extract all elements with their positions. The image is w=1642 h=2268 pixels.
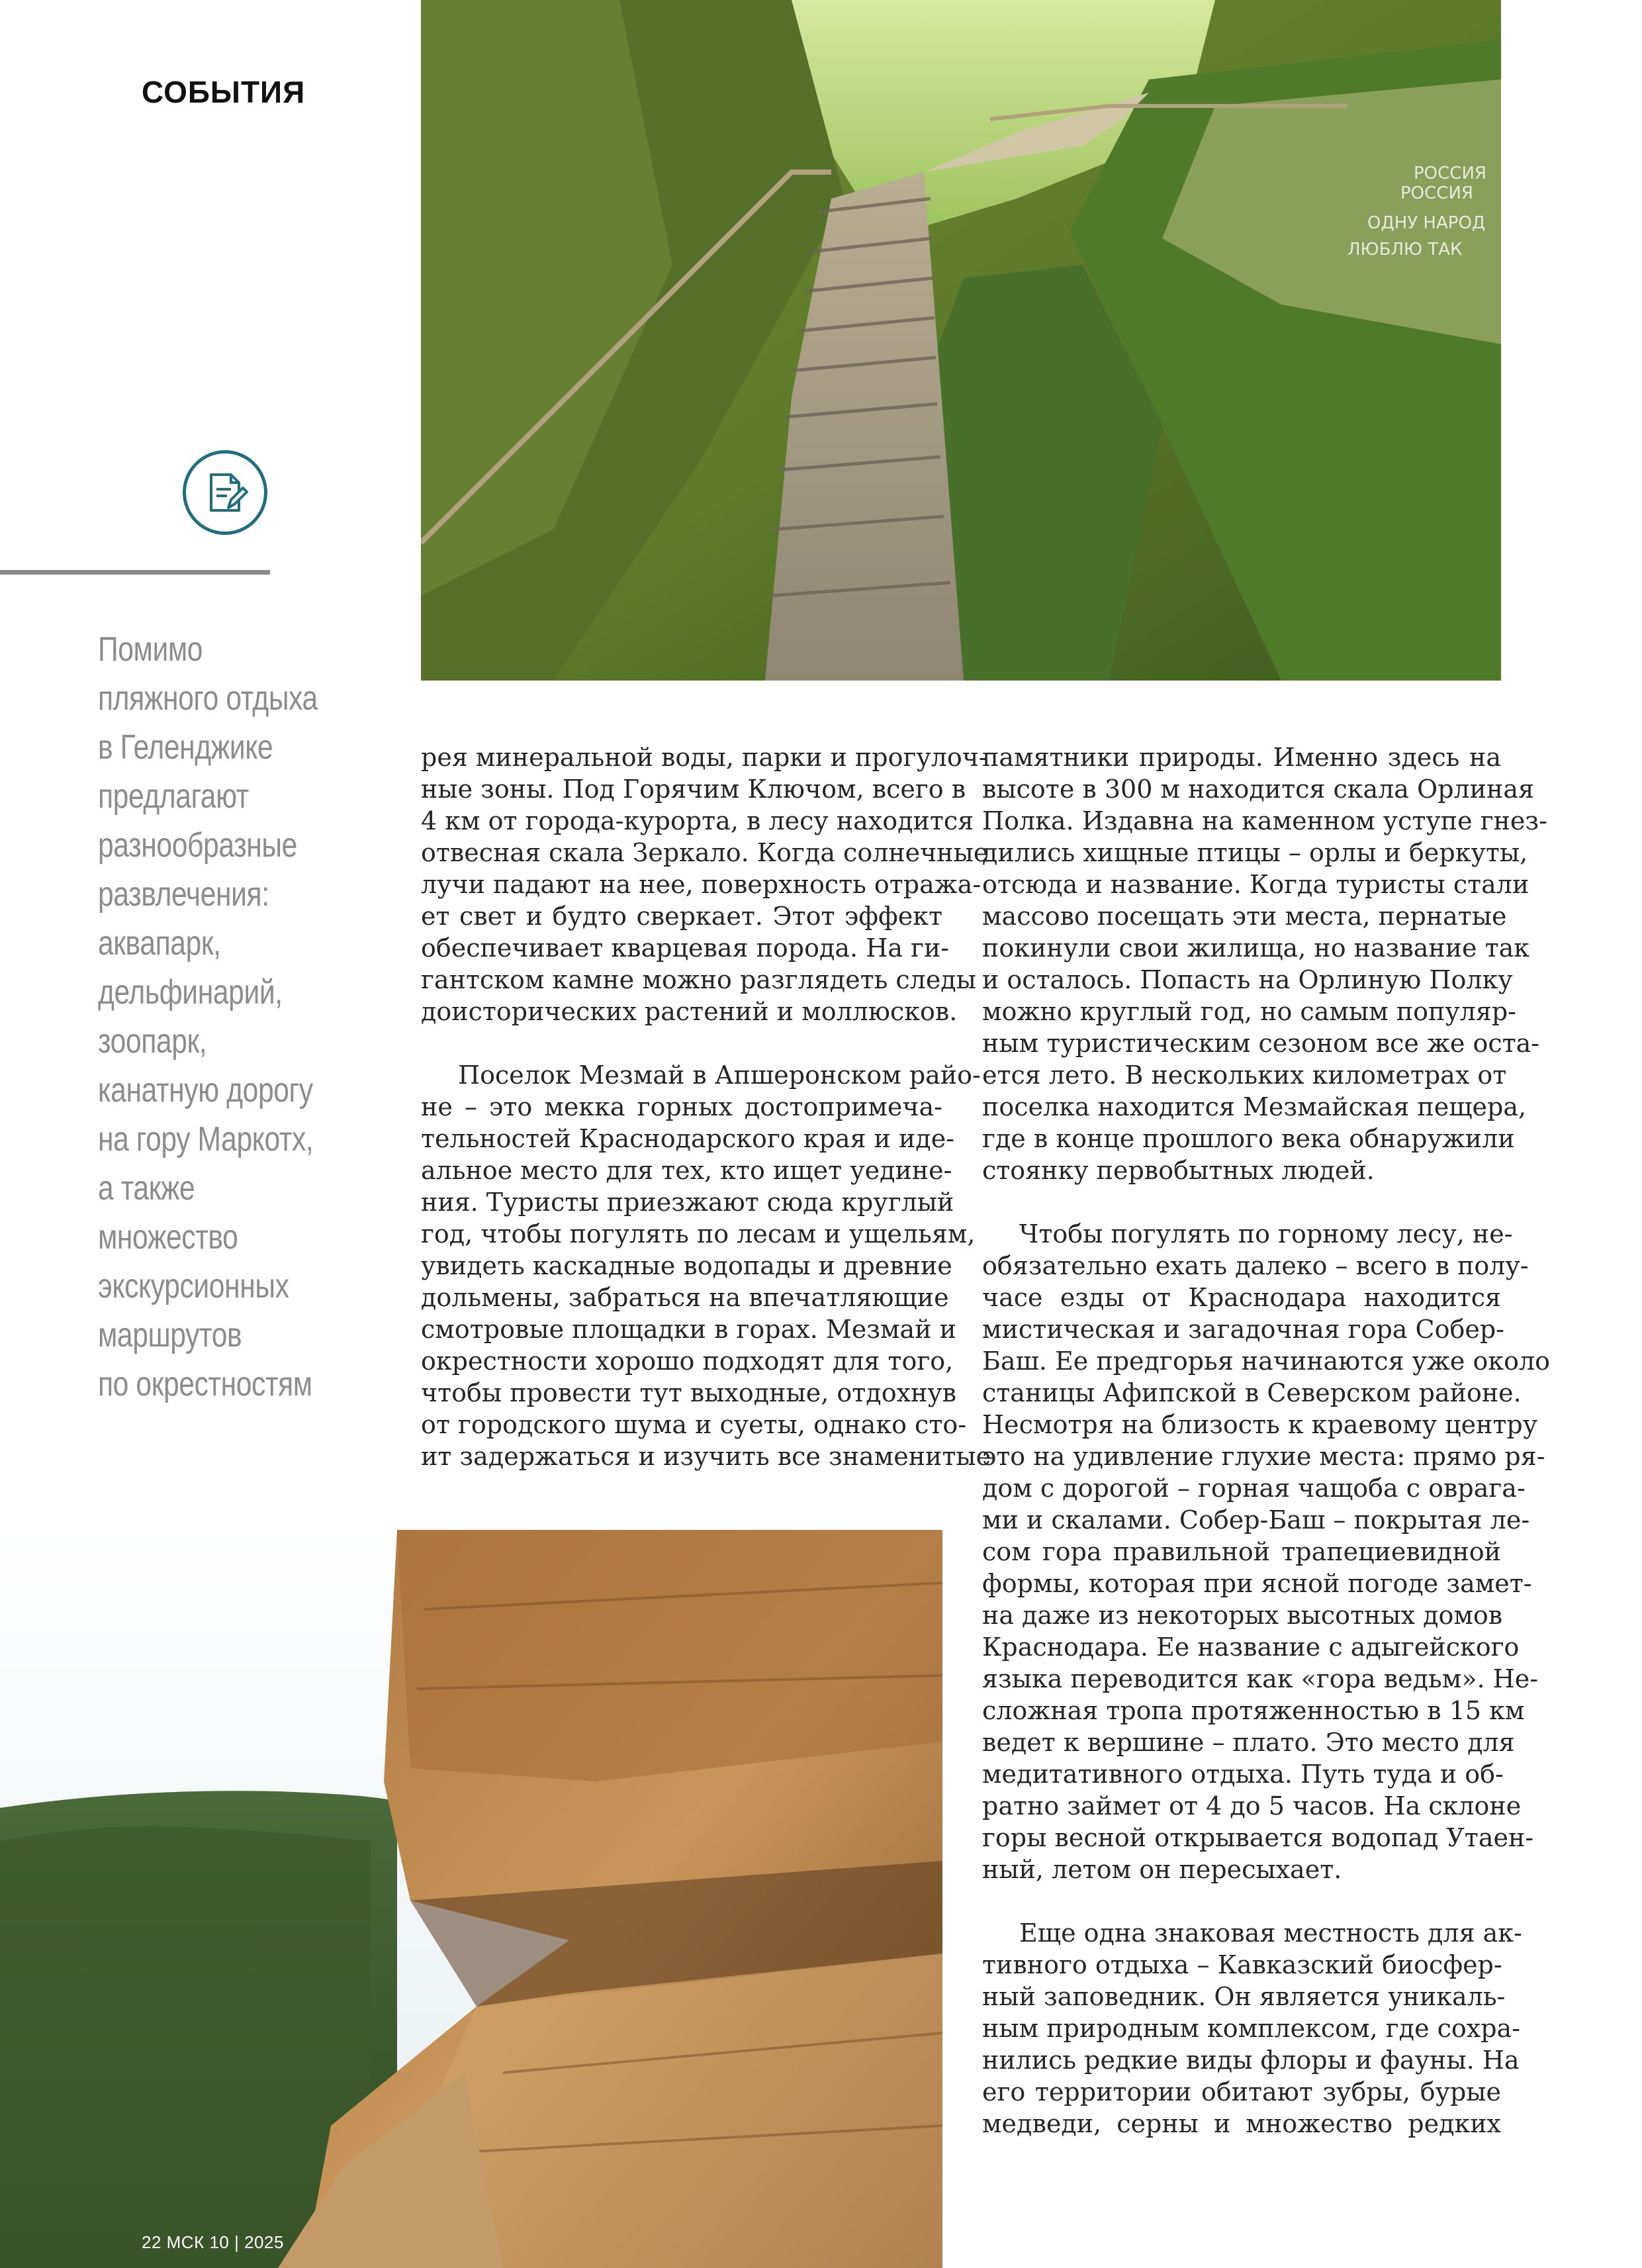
text-line: медитативного отдыха. Путь туда и об- (982, 1760, 1504, 1789)
rock-carving-line-3: ОДНУ НАРОД (1367, 213, 1486, 233)
sidebar-divider (0, 570, 270, 575)
article-paragraph (982, 1218, 1551, 1885)
rock-carving-line-2: РОССИЯ (1400, 183, 1473, 203)
pull-quote-line: аквапарк, (98, 924, 221, 963)
pull-quote-line: Помимо (98, 630, 203, 669)
pull-quote-line: дельфинарий, (98, 973, 283, 1012)
article-column-right (982, 741, 1551, 2140)
rock-carving-line-1: РОССИЯ (1414, 164, 1486, 183)
text-line: ные зоны. Под Горячим Ключом, всего в (421, 775, 966, 804)
text-line: ит задержаться и изучить все знаменитые (421, 1442, 991, 1471)
text-line: доисторических растений и моллюсков. (421, 997, 958, 1026)
text-line: отсюда и название. Когда туристы стали (982, 870, 1529, 899)
text-line: отвесная скала Зеркало. Когда солнечные (421, 838, 989, 867)
pull-quote (98, 625, 336, 1409)
text-line: не – это мекка горных достопримеча- (421, 1092, 942, 1121)
text-line: обязательно ехать далеко – всего в полу- (982, 1251, 1529, 1280)
text-line: высоте в 300 м находится скала Орлиная (982, 775, 1534, 804)
document-pencil-icon (183, 450, 267, 535)
text-line: сложная тропа протяженностью в 15 км (982, 1696, 1525, 1725)
article-paragraph (982, 1917, 1522, 2140)
text-line: формы, которая при ясной погоде замет- (982, 1569, 1532, 1598)
text-line: горы весной открывается водопад Утаен- (982, 1823, 1534, 1852)
rock-carving-line-4: ЛЮБЛЮ ТАК (1347, 240, 1463, 260)
text-line: массово посещать эти места, пернатые (982, 902, 1507, 931)
text-line: тивного отдыха – Кавказский биосфер- (982, 1950, 1502, 1979)
pull-quote-line: экскурсионных (98, 1267, 289, 1305)
text-line: ным туристическим сезоном все же оста- (982, 1029, 1540, 1058)
article-paragraph (421, 1059, 991, 1472)
text-line: станицы Афипской в Северском районе. (982, 1378, 1522, 1407)
text-line: Поселок Мезмай в Апшеронском райо- (458, 1061, 981, 1090)
text-line: покинули свои жилища, но название так (982, 933, 1530, 963)
text-line: можно круглый год, но самым популяр- (982, 997, 1516, 1026)
text-line: поселка находится Мезмайская пещера, (982, 1092, 1527, 1121)
section-label: СОБЫТИЯ (142, 75, 306, 109)
pull-quote-line: в Геленджике (98, 728, 273, 767)
text-line: ным природным комплексом, где сохра- (982, 2014, 1521, 2043)
pull-quote-line: а также (98, 1169, 195, 1207)
text-line: от городского шума и суеты, однако сто- (421, 1410, 967, 1439)
text-line: ется лето. В нескольких километрах от (982, 1061, 1507, 1090)
text-line: стоянку первобытных людей. (982, 1156, 1375, 1185)
text-line: Еще одна знаковая местность для ак- (1019, 1918, 1522, 1948)
article-column-middle (421, 741, 991, 1472)
text-line: ратно займет от 4 до 5 часов. На склоне (982, 1791, 1522, 1820)
text-line: дом с дорогой – горная чащоба с оврага- (982, 1474, 1526, 1503)
text-line: гантском камне можно разглядеть следы (421, 965, 976, 994)
text-line: сом гора правильной трапециевидной (982, 1537, 1501, 1566)
text-line: часе езды от Краснодара находится (982, 1283, 1501, 1312)
pull-quote-line: маршрутов (98, 1316, 242, 1354)
text-line: Чтобы погулять по горному лесу, не- (1019, 1219, 1513, 1249)
text-line: нились редкие виды флоры и фауны. На (982, 2046, 1520, 2075)
text-line: медведи, серны и множество редких (982, 2109, 1501, 2138)
pull-quote-line: развлечения: (98, 875, 269, 914)
text-line: Баш. Ее предгорья начинаются уже около (982, 1347, 1551, 1376)
text-line: смотровые площадки в горах. Мезмай и (421, 1315, 956, 1344)
text-line: ния. Туристы приезжают сюда круглый (421, 1188, 954, 1217)
text-line: ет свет и будто сверкает. Этот эффект (421, 902, 942, 931)
text-line: окрестности хорошо подходят для того, (421, 1347, 954, 1376)
text-line: 4 км от города-курорта, в лесу находится (421, 806, 974, 835)
photo-mossy-stairway (421, 0, 1501, 681)
text-line: тельностей Краснодарского края и иде- (421, 1124, 955, 1153)
text-line: Краснодара. Ее название с адыгейского (982, 1632, 1520, 1662)
text-line: дольмены, забраться на впечатляющие (421, 1283, 949, 1312)
text-line: где в конце прошлого века обнаружили (982, 1124, 1515, 1153)
article-paragraph (421, 741, 989, 1027)
text-line: ведет к вершине – плато. Это место для (982, 1728, 1515, 1757)
text-line: альное место для тех, кто ищет уедине- (421, 1156, 952, 1185)
pull-quote-line: множество (98, 1218, 238, 1256)
text-line: обеспечивает кварцевая порода. На ги- (421, 933, 950, 963)
page-folio: 22 МСК 10 | 2025 (142, 2232, 284, 2252)
text-line: памятники природы. Именно здесь на (982, 743, 1501, 772)
text-line: ми и скалами. Собер-Баш – покрытая ле- (982, 1505, 1530, 1535)
text-line: ный, летом он пересыхает. (982, 1855, 1342, 1884)
text-line: рея минеральной воды, парки и прогулоч- (421, 743, 987, 772)
pull-quote-line: предлагают (98, 777, 249, 816)
text-line: дились хищные птицы – орлы и беркуты, (982, 838, 1528, 867)
pull-quote-line: на гору Маркотх, (98, 1120, 314, 1158)
text-line: мистическая и загадочная гора Собер- (982, 1315, 1504, 1344)
text-line: чтобы провести тут выходные, отдохнув (421, 1378, 957, 1407)
text-line: и осталось. Попасть на Орлиную Полку (982, 965, 1513, 994)
photo-cliff-ledge (0, 1530, 942, 2268)
pull-quote-line: разнообразные (98, 826, 297, 865)
pull-quote-line: зоопарк, (98, 1022, 207, 1061)
article-paragraph (982, 741, 1547, 1186)
text-line: лучи падают на нее, поверхность отража- (421, 870, 981, 899)
text-line: Полка. Издавна на каменном уступе гнез- (982, 806, 1547, 835)
text-line: языка переводится как «гора ведьм». Не- (982, 1664, 1539, 1693)
pull-quote-line: канатную дорогу (98, 1071, 313, 1110)
text-line: на даже из некоторых высотных домов (982, 1601, 1503, 1630)
pull-quote-line: по окрестностям (98, 1365, 312, 1403)
text-line: увидеть каскадные водопады и древние (421, 1251, 952, 1280)
text-line: год, чтобы погулять по лесам и ущельям, (421, 1219, 976, 1249)
text-line: его территории обитают зубры, бурые (982, 2077, 1501, 2106)
pull-quote-line: пляжного отдыха (98, 679, 318, 718)
text-line: ный заповедник. Он является уникаль- (982, 1982, 1506, 2011)
text-line: Несмотря на близость к краевому центру (982, 1410, 1538, 1439)
text-line: это на удивление глухие места: прямо ря- (982, 1442, 1545, 1471)
